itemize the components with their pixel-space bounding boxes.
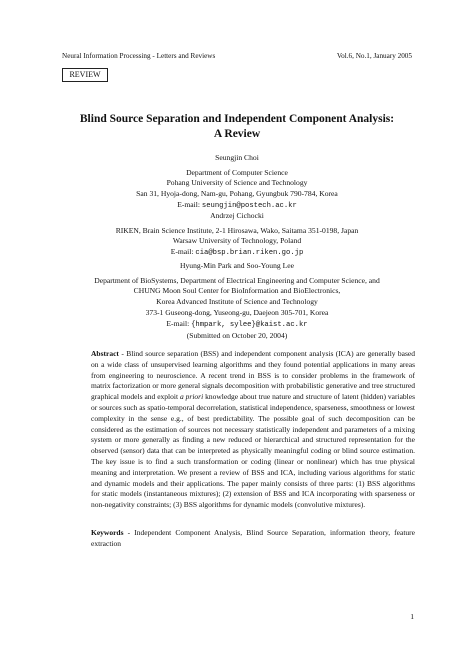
affiliation-line: Department of BioSystems, Department of Electrical Engineering and Computer Science, and bbox=[94, 275, 380, 285]
affiliation-line: Department of Computer Science bbox=[186, 167, 288, 177]
title-line-1: Blind Source Separation and Independent Component Analysis: bbox=[79, 113, 395, 125]
abstract bbox=[91, 349, 415, 511]
author-email: E-mail: {hmpark, sylee}@kaist.ac.kr bbox=[166, 318, 308, 329]
affiliation-line: RIKEN, Brain Science Institute, 2-1 Hirosawa, Wako, Saitama 351-0198, Japan bbox=[115, 225, 359, 235]
email-address[interactable]: seungjin@postech.ac.kr bbox=[201, 201, 297, 210]
author-email: E-mail: seungjin@postech.ac.kr bbox=[177, 199, 297, 210]
keywords bbox=[91, 528, 415, 550]
affiliation-line: CHUNG Moon Soul Center for BioInformation and BioElectronics, bbox=[133, 286, 341, 296]
author-name: Hyung-Min Park and Soo-Young Lee bbox=[180, 261, 294, 270]
paper-title bbox=[62, 112, 412, 142]
author-block-2 bbox=[40, 211, 434, 259]
author-name: Andrzej Cichocki bbox=[210, 211, 264, 220]
page-number: 1 bbox=[410, 612, 414, 621]
keywords-text: - Independent Component Analysis, Blind Source Separation, information theory, feature extraction bbox=[91, 528, 415, 548]
author-block-1 bbox=[40, 153, 434, 212]
affiliation-line: San 31, Hyoja-dong, Nam-gu, Pohang, Gyungbuk 790-784, Korea bbox=[136, 189, 338, 199]
section-label-review: REVIEW bbox=[62, 68, 108, 82]
submission-date: (Submitted on October 20, 2004) bbox=[186, 331, 288, 340]
keywords-label: Keywords bbox=[91, 528, 124, 537]
abstract-label: Abstract bbox=[91, 349, 119, 358]
title-line-2: A Review bbox=[213, 128, 261, 140]
abstract-text: knowledge about true nature and structure of latent (hidden) variables or sources such as spatio-temporal decorrelation, statistical independence, sparseness, smoothness or lowest complexity in the sense e.g., of best predictability. The possible goal of such decomposition can be considered as the estimation of sources not necessary statistically independent and parameters of a mixing system or more generally as finding a new reduced or hierarchical and structured representation for the observed (sensor) data that can be interpreted as physically meaningful coding or blind source estimation. The key issue is to find a such transformation or coding (linear or nonlinear) which has true physical meaning and interpretation. We present a review of BSS and ICA, including various algorithms for static and dynamic models and their applications. The paper mainly consists of three parts: (1) BSS algorithms for static models (instantaneous mixtures); (2) extension of BSS and ICA incorporating with sparseness or non-negativity constraints; (3) BSS algorithms for dynamic models (convolutive mixtures). bbox=[91, 392, 415, 510]
journal-name: Neural Information Processing - Letters and Reviews bbox=[62, 52, 216, 60]
abstract-text: - Blind source separation (BSS) and independent component analysis (ICA) are generally based on a wide class of unsupervised learning algorithms and they found potential applications in many areas from engineering to neuroscience. A recent trend in BSS is to consider problems in the framework of matrix factorization or more general signals decomposition with probabilistic generative and tree structured graphical models and exploit bbox=[91, 349, 415, 402]
email-address[interactable]: cia@bsp.brian.riken.go.jp bbox=[195, 249, 304, 258]
author-block-3 bbox=[40, 261, 434, 330]
affiliation-line: Warsaw University of Technology, Poland bbox=[172, 236, 302, 246]
email-address[interactable]: {hmpark, sylee}@kaist.ac.kr bbox=[191, 320, 308, 329]
affiliation-line: 373-1 Guseong-dong, Yuseong-gu, Daejeon 305-701, Korea bbox=[145, 307, 329, 317]
author-name: Seungjin Choi bbox=[215, 153, 259, 162]
abstract-italic-term: a priori bbox=[179, 392, 204, 402]
journal-volume: Vol.6, No.1, January 2005 bbox=[336, 52, 412, 60]
author-email: E-mail: cia@bsp.brian.riken.go.jp bbox=[170, 247, 304, 258]
affiliation-line: Korea Advanced Institute of Science and Technology bbox=[156, 297, 318, 307]
affiliation-line: Pohang University of Science and Technology bbox=[166, 178, 308, 188]
